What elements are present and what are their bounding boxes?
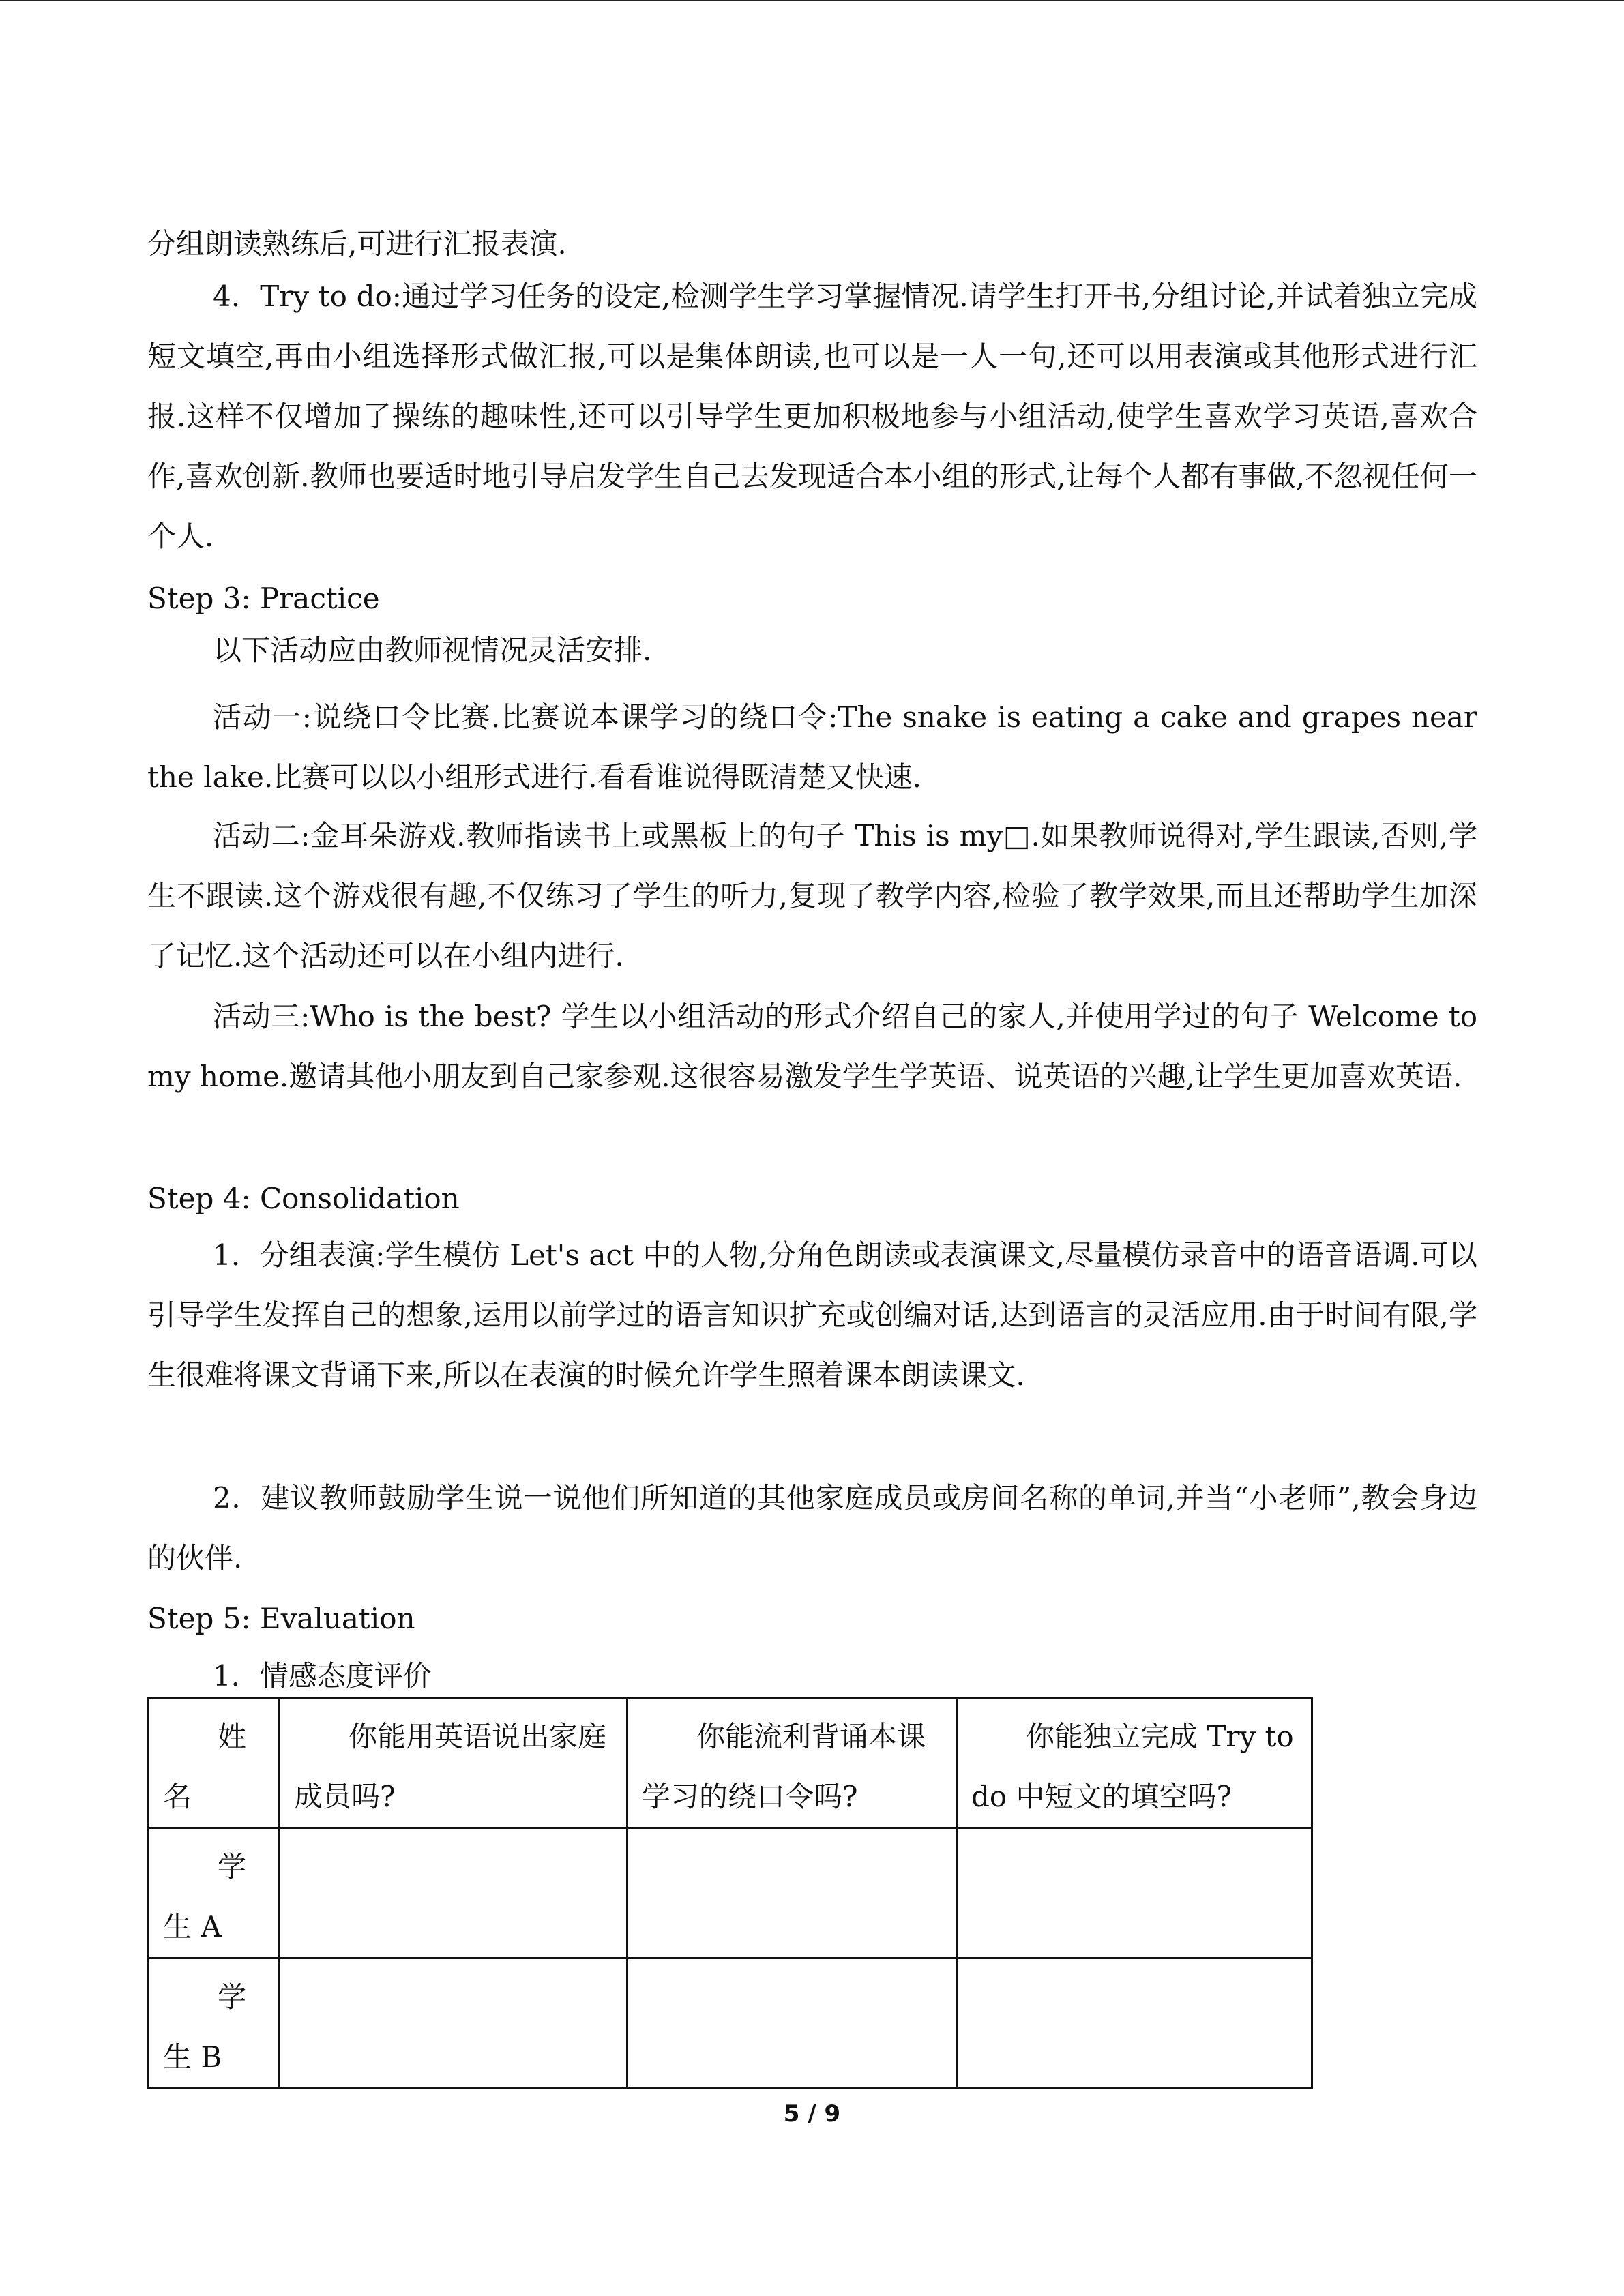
evaluation-cell[interactable] bbox=[628, 1958, 957, 2089]
paragraph-practice-intro: 以下活动应由教师视情况灵活安排. bbox=[213, 633, 652, 667]
paragraph-evaluation-title: 1．情感态度评价 bbox=[213, 1659, 432, 1693]
paragraph-activity-2: 活动二:金耳朵游戏.教师指读书上或黑板上的句子 This is my□.如果教师说得对,学生跟读,否则,学生不跟读.这个游戏很有趣,不仅练习了学生的听力,复现了教学内容,检验了教学效果,而且还帮助学生加深了记忆.这个活动还可以在小组内进行. bbox=[147, 819, 1477, 972]
evaluation-cell[interactable] bbox=[628, 1828, 957, 1958]
heading-step-3: Step 3: Practice bbox=[147, 582, 380, 615]
evaluation-cell[interactable] bbox=[280, 1828, 628, 1958]
table-row bbox=[149, 1958, 1312, 2089]
evaluation-cell[interactable] bbox=[957, 1828, 1312, 1958]
evaluation-cell[interactable] bbox=[280, 1958, 628, 2089]
page-number: 5 / 9 bbox=[783, 2100, 841, 2128]
paragraph-group-performance: 1．分组表演:学生模仿 Let's act 中的人物,分角色朗读或表演课文,尽量模仿录音中的语音语调.可以引导学生发挥自己的想象,运用以前学过的语言知识扩充或创编对话,达到语言的灵活应用.由于时间有限,学生很难将课文背诵下来,所以在表演的时候允许学生照着课本朗读课文. bbox=[147, 1238, 1477, 1392]
heading-step-4: Step 4: Consolidation bbox=[147, 1182, 460, 1215]
paragraph-activity-3: 活动三:Who is the best? 学生以小组活动的形式介绍自己的家人,并使用学过的句子 Welcome to my home.邀请其他小朋友到自己家参观.这很容易激发学生学英语、说英语的兴趣,让学生更加喜欢英语. bbox=[147, 1000, 1477, 1093]
evaluation-cell[interactable] bbox=[957, 1958, 1312, 2089]
top-border-line bbox=[0, 0, 1624, 1]
student-name-cell: 学生 B bbox=[149, 1958, 280, 2089]
header-fill-in: 你能独立完成 Try to do 中短文的填空吗? bbox=[957, 1698, 1312, 1828]
paragraph-suggestion: 2．建议教师鼓励学生说一说他们所知道的其他家庭成员或房间名称的单词,并当“小老师”,教会身边的伙伴. bbox=[147, 1481, 1477, 1575]
student-name-cell: 学生 A bbox=[149, 1828, 280, 1958]
evaluation-table bbox=[147, 1697, 1313, 2089]
header-tongue-twister: 你能流利背诵本课学习的绕口令吗? bbox=[628, 1698, 957, 1828]
paragraph-try-to-do: 4．Try to do:通过学习任务的设定,检测学生学习掌握情况.请学生打开书,分组讨论,并试着独立完成短文填空,再由小组选择形式做汇报,可以是集体朗读,也可以是一人一句,还可以用表演或其他形式进行汇报.这样不仅增加了操练的趣味性,还可以引导学生更加积极地参与小组活动,使学生喜欢学习英语,喜欢合作,喜欢创新.教师也要适时地引导启发学生自己去发现适合本小组的形式,让每个人都有事做,不忽视任何一个人. bbox=[147, 280, 1477, 553]
paragraph-activity-1: 活动一:说绕口令比赛.比赛说本课学习的绕口令:The snake is eating a cake and grapes near the lake.比赛可以以小组形式进行.看看谁说得既清楚又快速. bbox=[147, 700, 1477, 794]
heading-step-5: Step 5: Evaluation bbox=[147, 1602, 415, 1635]
table-row bbox=[149, 1828, 1312, 1958]
paragraph-continuation: 分组朗读熟练后,可进行汇报表演. bbox=[147, 227, 567, 260]
header-name: 姓名 bbox=[149, 1698, 280, 1828]
table-header-row bbox=[149, 1698, 1312, 1828]
header-family-members: 你能用英语说出家庭成员吗? bbox=[280, 1698, 628, 1828]
